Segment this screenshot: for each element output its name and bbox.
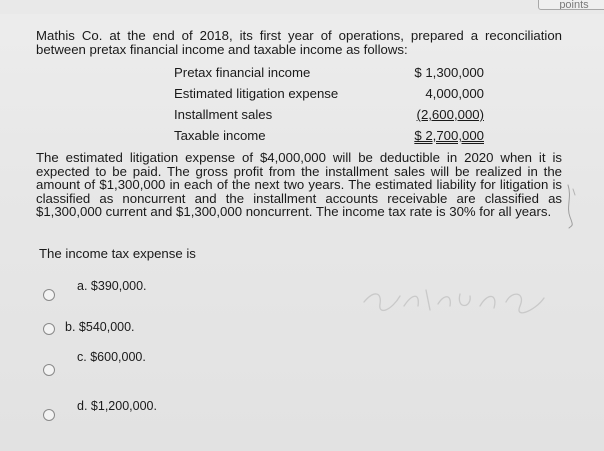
option-value: $1,200,000. — [90, 399, 157, 413]
reconciliation-label: Pretax financial income — [174, 65, 311, 80]
pencil-scribble-icon — [360, 280, 550, 320]
reconciliation-row — [174, 86, 484, 102]
reconciliation-total: $ 2,700,000 — [414, 128, 484, 143]
question-prompt: The income tax expense is — [39, 246, 196, 261]
option-b-radio[interactable] — [43, 323, 55, 335]
reconciliation-label: Taxable income — [174, 128, 266, 143]
option-b-label[interactable] — [65, 320, 135, 334]
reconciliation-amount: (2,600,000) — [416, 107, 484, 122]
reconciliation-row — [174, 107, 484, 123]
points-tag: points — [538, 0, 604, 10]
option-c-radio[interactable] — [43, 364, 55, 376]
problem-details: The estimated litigation expense of $4,000,000 will be deductible in 2020 when it is expected to be paid. The gross profit from the installment sales will be realized in the amount of $1,300,000 in each of the next two years. The estimated liability for litigation is classified as noncurrent and the installment accounts receivable are classified as $1,300,000 current and $1,300,000 noncurrent. The income tax rate is 30% for all years. — [36, 150, 562, 219]
reconciliation-row — [174, 128, 484, 144]
option-value: $540,000. — [78, 320, 135, 334]
option-letter: b. — [65, 320, 76, 334]
reconciliation-amount: $ 1,300,000 — [414, 65, 484, 80]
reconciliation-label: Installment sales — [174, 107, 273, 122]
reconciliation-label: Estimated litigation expense — [174, 86, 339, 101]
option-a-radio[interactable] — [43, 289, 55, 301]
option-value: $390,000. — [90, 279, 147, 293]
option-letter: a. — [77, 279, 88, 293]
reconciliation-amount: 4,000,000 — [425, 86, 484, 101]
option-letter: d. — [77, 399, 88, 413]
margin-mark-icon — [560, 183, 580, 229]
option-a-label[interactable] — [77, 279, 147, 293]
problem-intro: Mathis Co. at the end of 2018, its first year of operations, prepared a reconciliation between pretax financial income and taxable income as follows: — [36, 28, 562, 57]
top-bar — [0, 0, 604, 14]
option-letter: c. — [77, 350, 87, 364]
option-d-label[interactable] — [77, 399, 157, 413]
option-value: $600,000. — [90, 350, 146, 364]
option-c-label[interactable] — [77, 350, 146, 364]
option-d-radio[interactable] — [43, 409, 55, 421]
reconciliation-row — [174, 65, 484, 81]
